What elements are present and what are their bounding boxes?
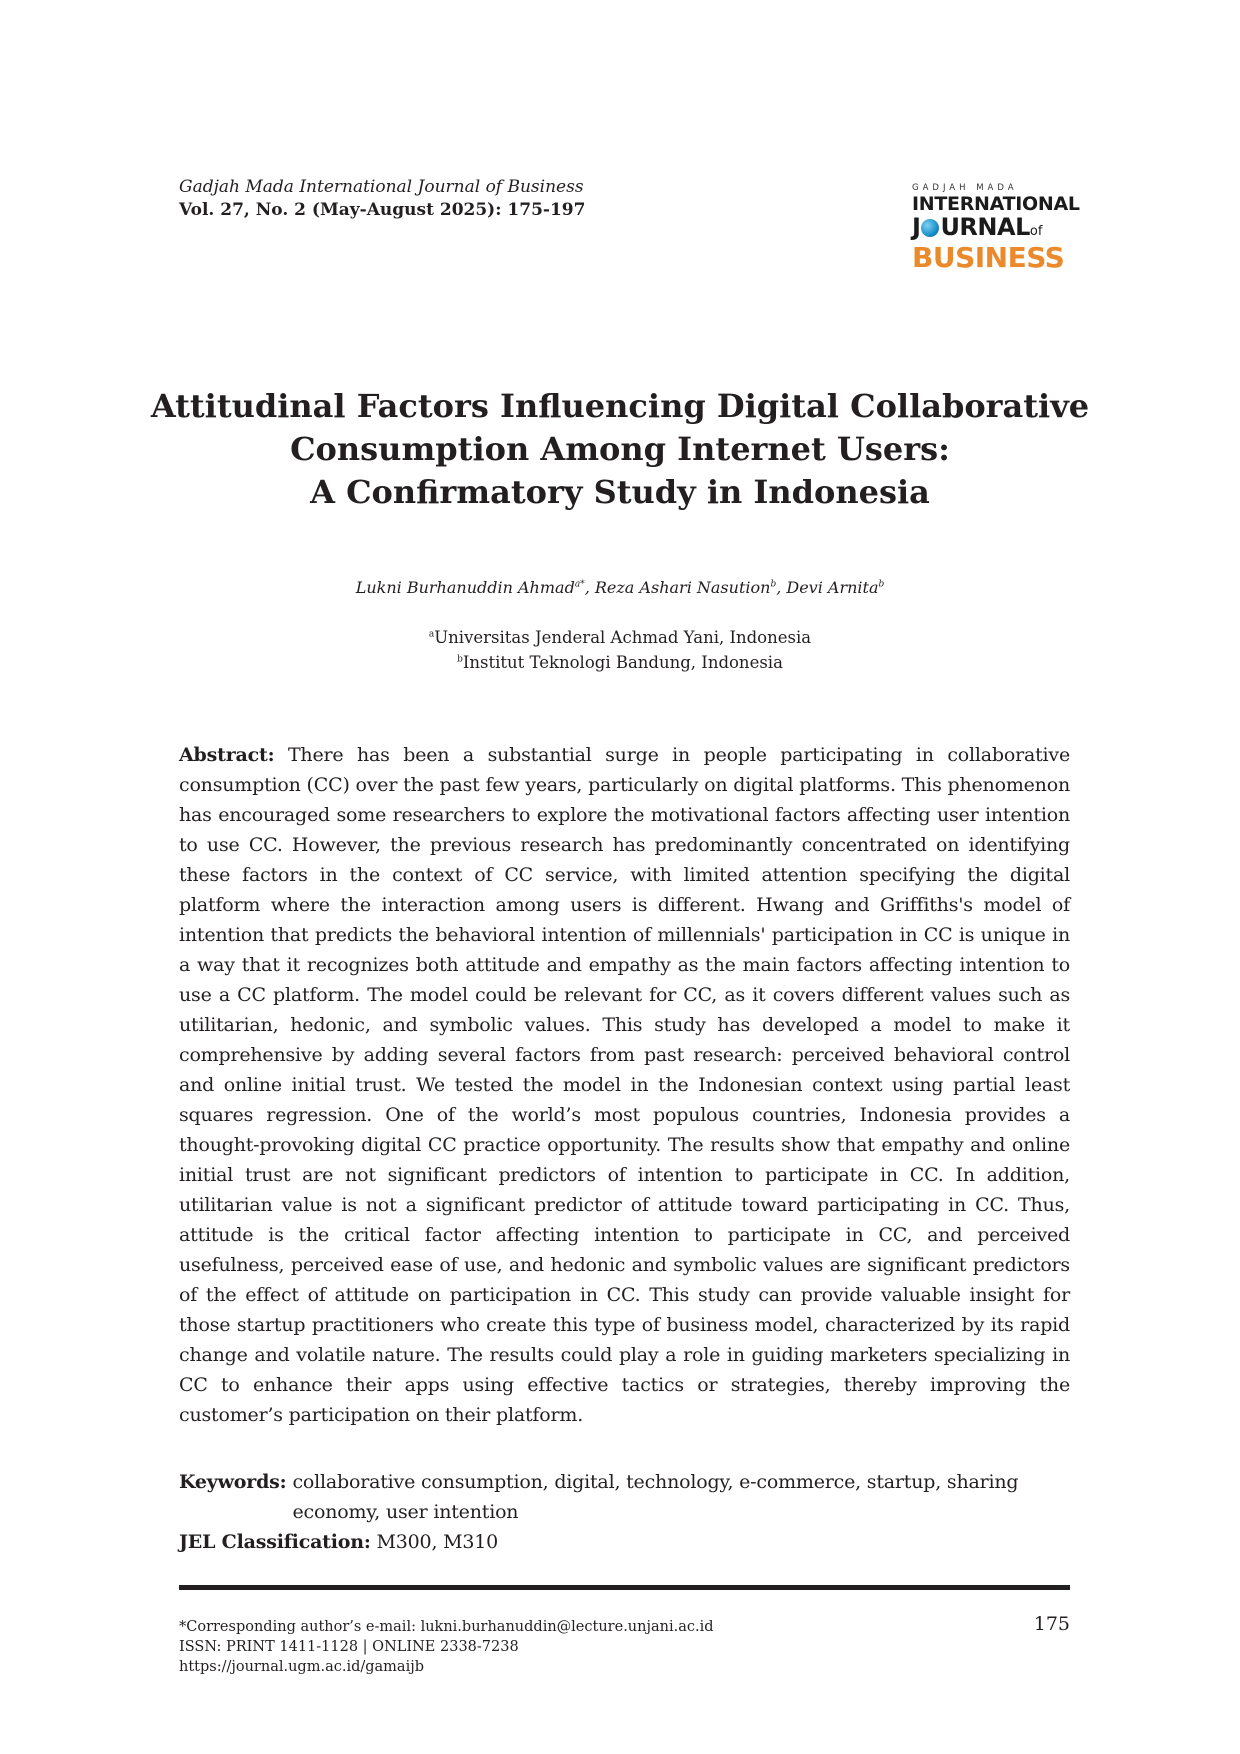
affiliation-a	[150, 625, 1090, 650]
keywords-text: collaborative consumption, digital, technology, e-commerce, startup, sharing economy, user intention	[292, 1471, 1019, 1523]
title-line-1: Attitudinal Factors Influencing Digital Collaborative	[150, 387, 1090, 425]
jel-label: JEL Classification:	[179, 1531, 371, 1553]
affiliations	[150, 625, 1090, 675]
page-number: 175	[1033, 1613, 1070, 1635]
author-sep-1: ,	[584, 578, 595, 597]
globe-icon	[921, 219, 939, 237]
logo-j: J	[912, 213, 921, 241]
title-line-2: Consumption Among Internet Users:	[290, 430, 950, 468]
logo-top-line: GADJAH MADA	[912, 183, 1018, 193]
logo-of: of	[1029, 224, 1043, 239]
affiliation-a-sup: a	[428, 629, 435, 640]
logo-international: INTERNATIONAL	[912, 193, 1080, 215]
author-1-sup: a*	[574, 579, 585, 590]
author-2: Reza Ashari Nasution	[594, 578, 771, 597]
paper-title	[150, 385, 1090, 514]
footer	[179, 1617, 1070, 1677]
abstract-label: Abstract:	[179, 744, 275, 766]
author-list	[150, 577, 1090, 599]
footer-divider	[179, 1585, 1070, 1590]
author-3-sup: b	[878, 579, 885, 590]
journal-url[interactable]: https://journal.ugm.ac.id/gamaijb	[179, 1659, 424, 1675]
logo-urnal: URNAL	[940, 213, 1030, 241]
affiliation-a-text: Universitas Jenderal Achmad Yani, Indonesia	[434, 628, 812, 647]
keywords-row	[179, 1467, 1070, 1527]
journal-name: Gadjah Mada International Journal of Business	[179, 177, 584, 197]
title-line-3: A Confirmatory Study in Indonesia	[310, 473, 930, 511]
author-1: Lukni Burhanuddin Ahmad	[355, 578, 575, 597]
abstract	[179, 740, 1070, 1430]
journal-header	[179, 176, 585, 222]
journal-volume: Vol. 27, No. 2 (May-August 2025): 175-197	[179, 200, 586, 220]
keywords-label: Keywords:	[179, 1471, 287, 1493]
author-sep-2: ,	[776, 578, 787, 597]
keywords-block	[179, 1467, 1070, 1557]
jel-classification	[179, 1527, 1070, 1557]
journal-logo	[912, 183, 1080, 274]
issn: ISSN: PRINT 1411-1128 | ONLINE 2338-7238	[179, 1639, 519, 1655]
logo-business: BUSINESS	[912, 241, 1065, 274]
author-2-sup: b	[770, 579, 777, 590]
jel-text: M300, M310	[370, 1531, 499, 1553]
affiliation-b-text: Institut Teknologi Bandung, Indonesia	[462, 653, 783, 672]
abstract-text: There has been a substantial surge in people participating in collaborative consumption (CC) over the past few years, particularly on digital platforms. This phenomenon has encouraged some researchers to explore the motivational factors affecting user intention to use CC. However, the previous research has predominantly concentrated on identifying these factors in the context of CC service, with limited attention specifying the digital platform where the interaction among users is different. Hwang and Griffiths's model of intention that predicts the behavioral intention of millennials' participation in CC is unique in a way that it recognizes both attitude and empathy as the main factors affecting intention to use a CC platform. The model could be relevant for CC, as it covers different values such as utilitarian, hedonic, and symbolic values. This study has developed a model to make it comprehensive by adding several factors from past research: perceived behavioral control and online initial trust. We tested the model in the Indonesian context using partial least squares regression. One of the world’s most populous countries, Indonesia provides a thought-provoking digital CC practice opportunity. The results show that empathy and online initial trust are not significant predictors of intention to participate in CC. In addition, utilitarian value is not a significant predictor of attitude toward participating in CC. Thus, attitude is the critical factor affecting intention to participate in CC, and perceived usefulness, perceived ease of use, and hedonic and symbolic values are significant predictors of the effect of attitude on participation in CC. This study can provide valuable insight for those startup practitioners who create this type of business model, characterized by its rapid change and volatile nature. The results could play a role in guiding marketers specializing in CC to enhance their apps using effective tactics or strategies, thereby improving the customer’s participation on their platform.	[179, 744, 1070, 1426]
author-3: Devi Arnita	[786, 578, 879, 597]
affiliation-b	[150, 650, 1090, 675]
logo-journal	[912, 215, 1072, 244]
affiliation-b-sup: b	[457, 654, 463, 665]
corresponding-email: *Corresponding author’s e-mail: lukni.burhanuddin@lecture.unjani.ac.id	[179, 1619, 714, 1635]
